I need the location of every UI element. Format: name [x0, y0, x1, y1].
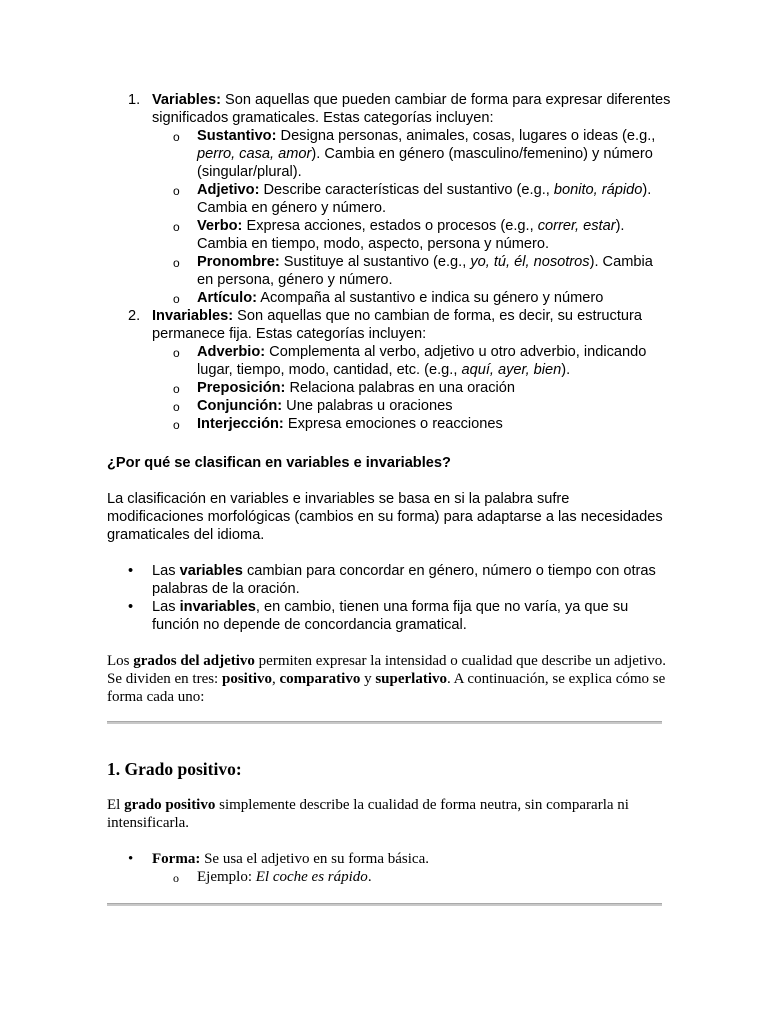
list-item-articulo: [107, 289, 672, 307]
term-examples: bonito, rápido: [553, 182, 643, 198]
circle-bullet-icon: o: [173, 382, 180, 396]
why-paragraph: La clasificación en variables e invariables se basa en si la palabra sufre modificaciones morfológicas (cambios en su forma) para adaptarse a las necesidades gramaticales del idioma.: [107, 491, 663, 543]
term-label: Adverbio:: [197, 344, 266, 360]
circle-bullet-icon: o: [173, 400, 180, 414]
circle-bullet-icon: o: [173, 256, 180, 270]
list-item-interjeccion: [107, 415, 672, 433]
bold-run: grados del adjetivo: [133, 653, 255, 669]
bold-run: positivo: [221, 671, 272, 687]
text-run: ,: [272, 671, 280, 687]
list-item-sustantivo: [107, 127, 672, 181]
text-run: El: [107, 797, 125, 813]
term-examples: correr, estar: [537, 218, 616, 234]
circle-bullet-icon: o: [173, 220, 180, 234]
section-heading-why: ¿Por qué se clasifican en variables e invariables?: [107, 455, 451, 471]
term-examples: yo, tú, él, nosotros: [470, 254, 590, 270]
example-sentence: El coche es rápido: [255, 869, 368, 885]
list-item-conjuncion: [107, 397, 672, 415]
term-text-end: ).: [561, 362, 571, 378]
horizontal-rule: [107, 721, 662, 724]
horizontal-rule: [107, 903, 662, 906]
circle-bullet-icon: o: [173, 184, 180, 198]
term-text: Relaciona palabras en una oración: [285, 380, 515, 396]
circle-bullet-icon: o: [173, 871, 179, 885]
list-item-variables: [107, 91, 672, 127]
disc-bullet-icon: •: [128, 851, 134, 867]
bullet-text-end: cambian para concordar en género, número o tiempo con otras palabras de la oración.: [152, 563, 656, 597]
term-label: Forma:: [152, 851, 201, 867]
term-text-end: ). Cambia en persona, género y número.: [197, 254, 653, 288]
invariables-title: Invariables:: [152, 308, 234, 324]
term-text: Expresa acciones, estados o procesos (e.g.,: [242, 218, 538, 234]
bold-run: superlativo: [375, 671, 447, 687]
bullet-bold: variables: [179, 563, 243, 579]
term-text: Designa personas, animales, cosas, lugares o ideas (e.g.,: [276, 128, 656, 144]
invariables-description: Son aquellas que no cambian de forma, es decir, su estructura permanece fija. Estas categorías incluyen:: [152, 308, 642, 342]
list-item-invariables-reason: [107, 598, 667, 634]
bullet-text: Las: [152, 599, 180, 615]
term-label: Pronombre:: [197, 254, 280, 270]
text-run: simplemente describe la cualidad de forma neutra, sin compararla ni intensificarla.: [107, 797, 629, 831]
term-label: Verbo:: [197, 218, 243, 234]
term-label: Sustantivo:: [197, 128, 277, 144]
term-examples: perro, casa, amor: [197, 146, 312, 162]
disc-bullet-icon: •: [128, 563, 134, 579]
bullet-text-end: , en cambio, tienen una forma fija que no varía, ya que su función no depende de concordancia gramatical.: [152, 599, 629, 633]
circle-bullet-icon: o: [173, 346, 180, 360]
bold-run: comparativo: [279, 671, 361, 687]
variables-title: Variables:: [152, 92, 221, 108]
text-run: . A continuación, se explica cómo se forma cada uno:: [107, 671, 666, 705]
list-item-forma: [107, 850, 667, 868]
list-item-adjetivo: [107, 181, 672, 217]
text-run: Los: [107, 653, 134, 669]
term-label: Conjunción:: [197, 398, 283, 414]
text-run: y: [360, 671, 376, 687]
term-text: Describe características del sustantivo (e.g.,: [259, 182, 554, 198]
term-text: Une palabras u oraciones: [282, 398, 453, 414]
example-end: .: [367, 869, 372, 885]
list-item-preposicion: [107, 379, 672, 397]
term-text-end: ). Cambia en tiempo, modo, aspecto, persona y número.: [197, 218, 625, 252]
list-item-variables-reason: [107, 562, 667, 598]
list-item-pronombre: [107, 253, 672, 289]
list-item-invariables: [107, 307, 672, 343]
list-item-ejemplo: [107, 868, 667, 886]
grados-paragraph: [107, 652, 667, 706]
text-run: permiten expresar la intensidad o cualidad que describe un adjetivo. Se dividen en tres:: [107, 653, 667, 687]
bullet-bold: invariables: [179, 599, 256, 615]
why-bullet-list: [107, 562, 667, 634]
grado-positivo-heading: 1. Grado positivo:: [107, 759, 242, 779]
bold-run: grado positivo: [124, 797, 216, 813]
example-label: Ejemplo:: [197, 869, 256, 885]
term-label: Artículo:: [197, 290, 257, 306]
grado-positivo-list: [107, 850, 667, 886]
list-number: 2.: [128, 308, 141, 324]
term-text-end: ). Cambia en género y número.: [197, 182, 652, 216]
variables-description: Son aquellas que pueden cambiar de forma para expresar diferentes significados gramaticales. Estas categorías incluyen:: [152, 92, 671, 126]
circle-bullet-icon: o: [173, 418, 180, 432]
term-text: Sustituye al sustantivo (e.g.,: [279, 254, 471, 270]
term-text: Se usa el adjetivo en su forma básica.: [200, 851, 429, 867]
invariables-sublist: [107, 343, 672, 433]
word-classes-list: [107, 91, 672, 433]
term-text-end: ). Cambia en género (masculino/femenino) y número (singular/plural).: [197, 146, 653, 180]
term-label: Interjección:: [197, 416, 284, 432]
term-text: Expresa emociones o reacciones: [283, 416, 503, 432]
term-text: Complementa al verbo, adjetivo u otro adverbio, indicando lugar, tiempo, modo, cantidad, etc. (e.g.,: [197, 344, 647, 378]
list-item-verbo: [107, 217, 672, 253]
variables-sublist: [107, 127, 672, 307]
list-number: 1.: [128, 92, 141, 108]
term-label: Adjetivo:: [197, 182, 260, 198]
term-text: Acompaña al sustantivo e indica su género y número: [257, 290, 604, 306]
grado-positivo-paragraph: [107, 796, 667, 832]
circle-bullet-icon: o: [173, 292, 180, 306]
circle-bullet-icon: o: [173, 130, 180, 144]
disc-bullet-icon: •: [128, 599, 134, 615]
term-label: Preposición:: [197, 380, 286, 396]
term-examples: aquí, ayer, bien: [461, 362, 562, 378]
bullet-text: Las: [152, 563, 180, 579]
list-item-adverbio: [107, 343, 672, 379]
